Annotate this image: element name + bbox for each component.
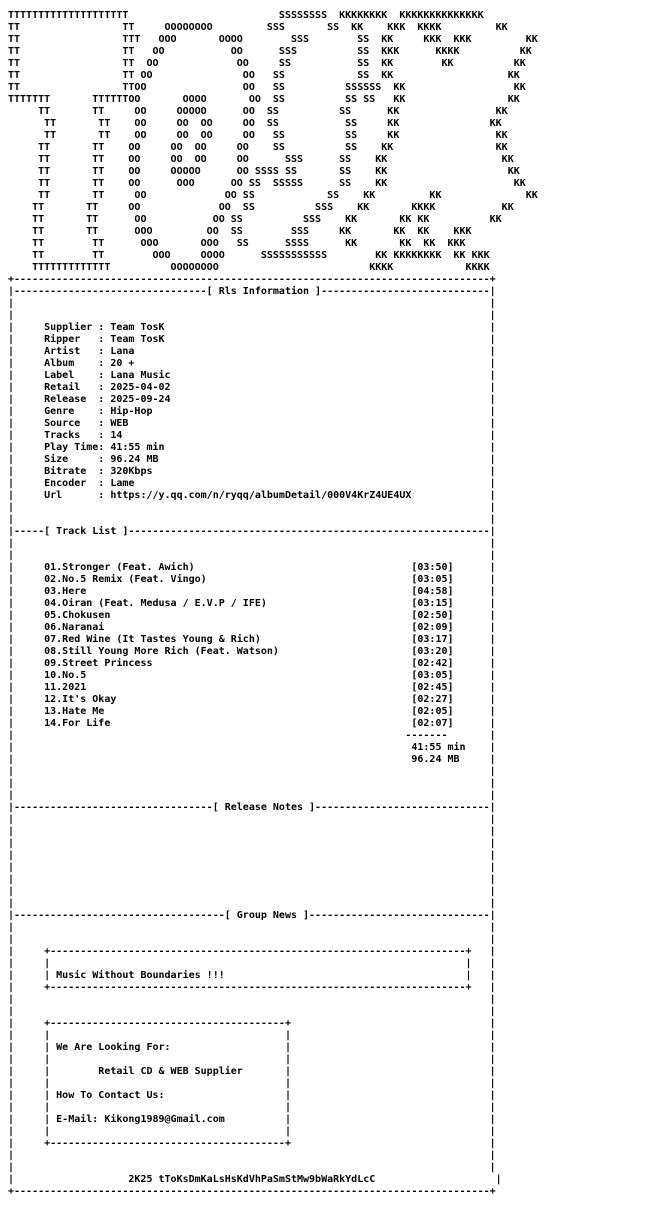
frame-blank: | | (8, 898, 496, 909)
info-bitrate: | Bitrate : 320Kbps | (8, 466, 496, 477)
logo-line: TT TT OO OO SS SS KK KK KK (8, 58, 526, 69)
logo-line: TT TT OO OO SS SS KK KK (8, 70, 520, 81)
recruit-email: | | E-Mail: Kikong1989@Gmail.com | | (8, 1114, 496, 1125)
info-ripper: | Ripper : Team TosK | (8, 334, 496, 345)
frame-top: +-------------------------------------------------------------------------------+ (8, 274, 496, 285)
info-genre: | Genre : Hip-Hop | (8, 406, 496, 417)
logo-line: TT TT OO OO SSS SS KKK KKKK KK (8, 46, 532, 57)
info-url: | Url : https://y.qq.com/n/ryqq/albumDetail/000V4KrZ4UE4UX | (8, 490, 496, 501)
total-size: | 96.24 MB | (8, 754, 496, 765)
track-row: | 02.No.5 Remix (Feat. Vingo) [03:05] | (8, 574, 496, 585)
frame-blank: | | (8, 850, 496, 861)
frame-blank: | | (8, 1150, 496, 1161)
recruit-contact: | | How To Contact Us: | | (8, 1090, 496, 1101)
logo-line: TT TT OO OO SS SSS KK KK KK KK (8, 214, 502, 225)
frame-blank: | | (8, 790, 496, 801)
info-source: | Source : WEB | (8, 418, 496, 429)
logo-line: TT TTT OOO OOOO SSS SS KK KKK KKK KK (8, 34, 538, 45)
info-release: | Release : 2025-09-24 | (8, 394, 496, 405)
frame-bottom: +-------------------------------------------------------------------------------+ (8, 1186, 496, 1197)
nfo-document (8, 10, 538, 1198)
motto-text: | | Music Without Boundaries !!! | | (8, 970, 496, 981)
total-play-time: | 41:55 min | (8, 742, 496, 753)
frame-blank: | | (8, 994, 496, 1005)
track-row: | 06.Naranai [02:09] | (8, 622, 496, 633)
track-row: | 10.No.5 [03:05] | (8, 670, 496, 681)
logo-line: TT TT OO OO OO OO SS SS KK KK (8, 118, 502, 129)
track-row: | 04.Oiran (Feat. Medusa / E.V.P / IFE) [03:15] | (8, 598, 496, 609)
recruit-looking-for: | | We Are Looking For: | | (8, 1042, 496, 1053)
frame-blank: | | (8, 838, 496, 849)
info-tracks: | Tracks : 14 | (8, 430, 496, 441)
track-row: | 11.2021 [02:45] | (8, 682, 496, 693)
motto-box-bottom: | +---------------------------------------------------------------------+ | (8, 982, 496, 993)
recruit-box-pad: | | | | (8, 1126, 496, 1137)
frame-blank: | | (8, 1006, 496, 1017)
logo-line: TT TT OOO OO SS SSS KK KK KK KKK (8, 226, 472, 237)
frame-blank: | | (8, 550, 496, 561)
info-retail: | Retail : 2025-04-02 | (8, 382, 496, 393)
info-supplier: | Supplier : Team TosK | (8, 322, 496, 333)
logo-line: TT TT OO OO OO OO SS SS KK KK (8, 142, 508, 153)
totals-rule: | ------- | (8, 730, 496, 741)
footer-signature: | 2K25 tToKsDmKaLsHsKdVhPaSmStMw9bWaRkYdLcC | (8, 1174, 502, 1185)
recruit-box-pad: | | | | (8, 1030, 496, 1041)
motto-box-top: | +---------------------------------------------------------------------+ | (8, 946, 496, 957)
track-row: | 07.Red Wine (It Tastes Young & Rich) [03:17] | (8, 634, 496, 645)
frame-blank: | | (8, 502, 496, 513)
frame-blank: | | (8, 934, 496, 945)
frame-blank: | | (8, 538, 496, 549)
logo-line: TT TT OO OO SS SS KK KK KK (8, 190, 538, 201)
rls-info-header: |--------------------------------[ Rls Information ]----------------------------| (8, 286, 496, 297)
frame-blank: | | (8, 886, 496, 897)
logo-line: TT TT OO OO SS SSS KK KKKK KK (8, 202, 514, 213)
track-row: | 03.Here [04:58] | (8, 586, 496, 597)
track-row: | 08.Still Young More Rich (Feat. Watson) [03:20] | (8, 646, 496, 657)
info-artist: | Artist : Lana | (8, 346, 496, 357)
recruit-box-bottom: | +---------------------------------------+ | (8, 1138, 496, 1149)
logo-line: TT TT OO OOOOO OO SSSS SS SS KK KK (8, 166, 520, 177)
frame-blank: | | (8, 514, 496, 525)
frame-blank: | | (8, 778, 496, 789)
logo-line: TT TT OO OO OO OO SSS SS KK KK (8, 154, 514, 165)
info-album: | Album : 20 + | (8, 358, 496, 369)
frame-blank: | | (8, 922, 496, 933)
logo-line: TTTTTTTTTTTTT OOOOOOOO KKKK KKKK (8, 262, 490, 273)
recruit-box-pad: | | | | (8, 1078, 496, 1089)
track-row: | 01.Stronger (Feat. Awich) [03:50] | (8, 562, 496, 573)
logo-line: TT TT OOOOOOOO SSS SS KK KKK KKKK KK (8, 22, 508, 33)
track-row: | 13.Hate Me [02:05] | (8, 706, 496, 717)
info-play-time: | Play Time: 41:55 min | (8, 442, 496, 453)
info-encoder: | Encoder : Lame | (8, 478, 496, 489)
track-row: | 05.Chokusen [02:50] | (8, 610, 496, 621)
motto-box-pad: | | | | (8, 958, 496, 969)
group-news-header: |-----------------------------------[ Group News ]------------------------------| (8, 910, 496, 921)
logo-line: TT TT OOO OOO SS SSSS KK KK KK KKK (8, 238, 466, 249)
logo-line: TT TT OO OOOOO OO SS SS KK KK (8, 106, 508, 117)
frame-blank: | | (8, 874, 496, 885)
track-list-header: |-----[ Track List ]------------------------------------------------------------| (8, 526, 496, 537)
recruit-box-pad: | | | | (8, 1102, 496, 1113)
logo-line: TT TTOO OO SS SSSSSS KK KK (8, 82, 526, 93)
logo-line: TT TT OOO OOOO SSSSSSSSSSS KK KKKKKKKK KK KKK (8, 250, 490, 261)
info-label: | Label : Lana Music | (8, 370, 496, 381)
recruit-wanted: | | Retail CD & WEB Supplier | | (8, 1066, 496, 1077)
frame-blank: | | (8, 766, 496, 777)
frame-blank: | | (8, 298, 496, 309)
logo-line: TT TT OO OO OO OO SS SS KK KK (8, 130, 508, 141)
frame-blank: | | (8, 1162, 496, 1173)
track-row: | 09.Street Princess [02:42] | (8, 658, 496, 669)
recruit-box-pad: | | | | (8, 1054, 496, 1065)
recruit-box-top: | +---------------------------------------+ | (8, 1018, 496, 1029)
frame-blank: | | (8, 814, 496, 825)
frame-blank: | | (8, 310, 496, 321)
track-row: | 14.For Life [02:07] | (8, 718, 496, 729)
track-row: | 12.It's Okay [02:27] | (8, 694, 496, 705)
info-size: | Size : 96.24 MB | (8, 454, 496, 465)
logo-line: TTTTTTT TTTTTTOO OOOO OO SS SS SS KK KK (8, 94, 520, 105)
logo-line: TT TT OO OOO OO SS SSSSS SS KK KK (8, 178, 526, 189)
frame-blank: | | (8, 862, 496, 873)
release-notes-header: |---------------------------------[ Release Notes ]-----------------------------| (8, 802, 496, 813)
logo-line: TTTTTTTTTTTTTTTTTTTT SSSSSSSS KKKKKKKK KKKKKKKKKKKKKK (8, 10, 484, 21)
frame-blank: | | (8, 826, 496, 837)
